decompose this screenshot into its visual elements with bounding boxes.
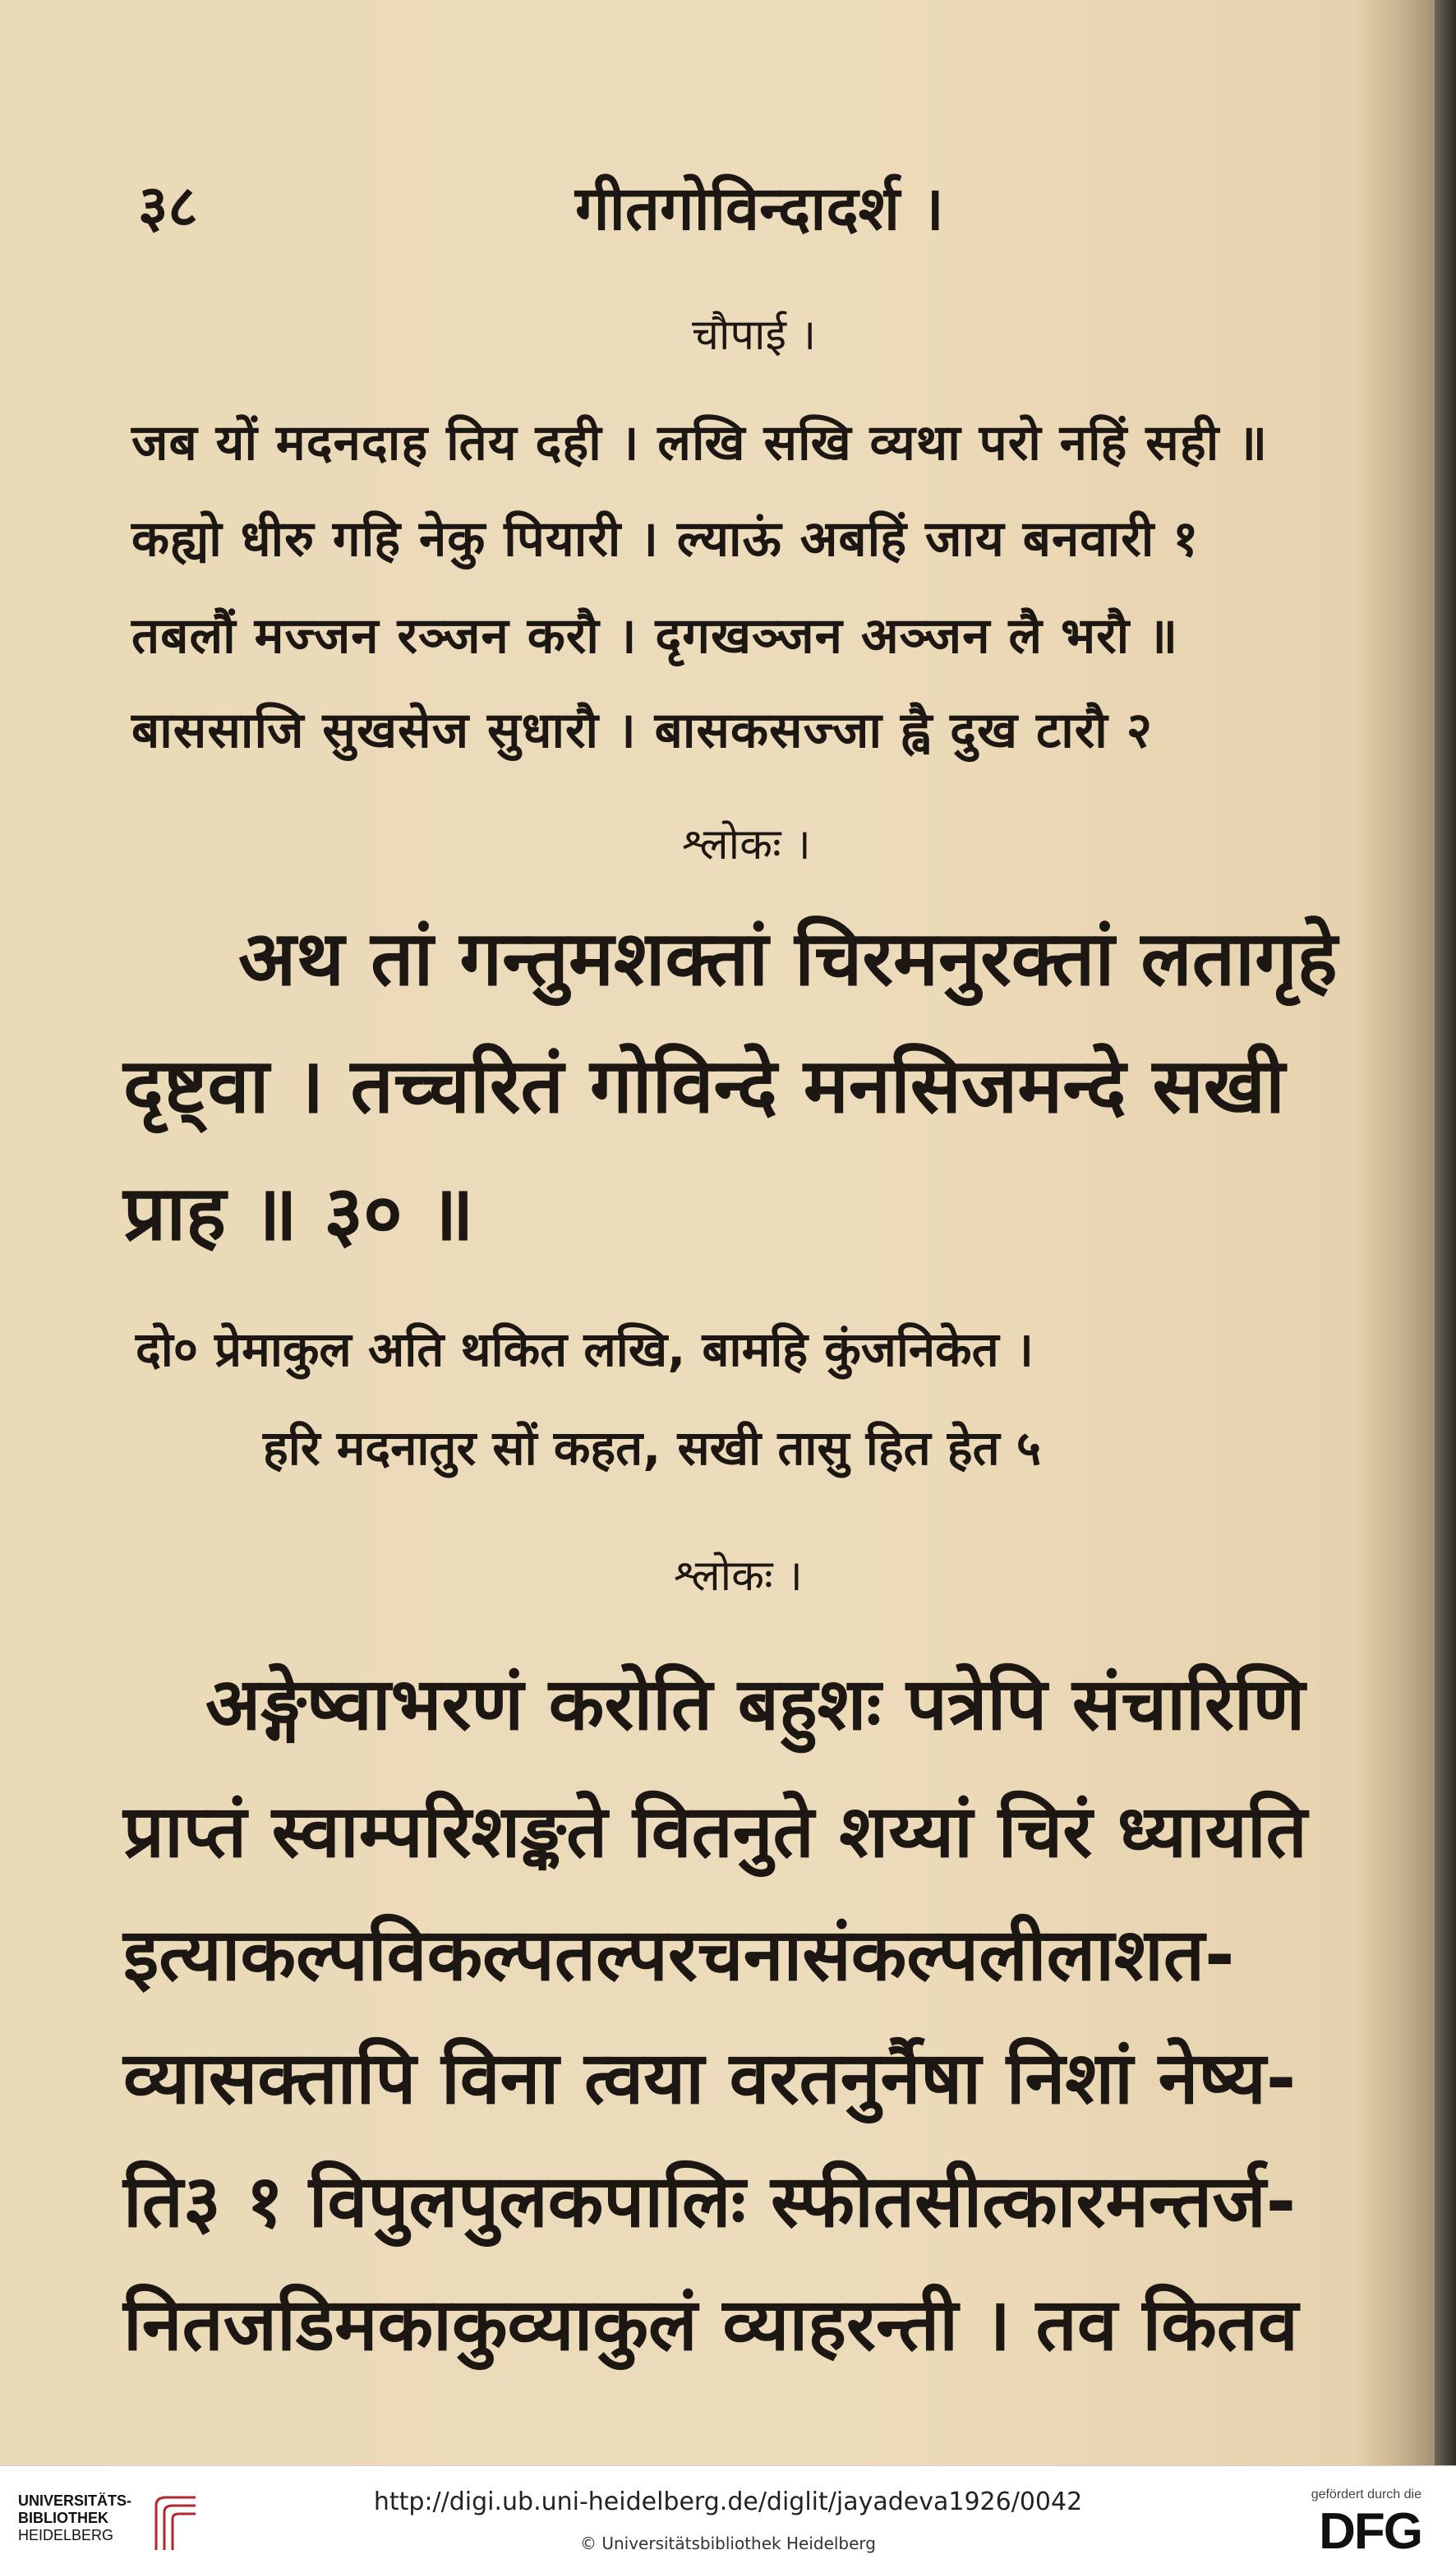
dfg-logo: DFG — [1319, 2503, 1421, 2560]
viewer-footer — [0, 2465, 1456, 2573]
shloka2-line-6: नितजडिमकाकुव्याकुलं व्याहरन्ती । तव कितव — [123, 2282, 1298, 2367]
page-number: ३८ — [138, 173, 198, 240]
funding-note: gefördert durch die — [1311, 2488, 1421, 2502]
running-head: गीतगोविन्दादर्श । — [575, 173, 944, 244]
chaupai-line-4: बाससाजि सुखसेज सुधारौ । बासकसज्जा ह्वै दुख टारौ २ — [131, 702, 1153, 759]
shloka2-line-2: प्राप्तं स्वाम्परिशङ्कते वितनुते शय्यां चिरं ध्यायति — [123, 1789, 1307, 1874]
shloka1-line-3: प्राह ॥ ३० ॥ — [123, 1169, 475, 1257]
doha-line-2: हरि मदनातुर सों कहत, सखी तासु हित हेत ५ — [263, 1420, 1042, 1476]
shloka2-line-5: ति३ १ विपुलपुलकपालिः स्फीतसीत्कारमन्तर्ज- — [123, 2159, 1297, 2243]
shloka2-line-4: व्यासक्तापि विना त्वया वरतनुर्नैषा निशां नेष्य- — [123, 2036, 1297, 2120]
shloka1-line-1: अथ तां गन्तुमशक्तां चिरमनुरक्तां लतागृहे — [238, 915, 1338, 1003]
doha-line-1: दो० प्रेमाकुल अति थकित लखि, बामहि कुंजनिकेत । — [136, 1321, 1034, 1377]
permalink-url[interactable]: http://digi.ub.uni-heidelberg.de/diglit/jayadeva1926/0042 — [373, 2488, 1083, 2516]
shloka2-line-3: इत्याकल्पविकल्पतल्परचनासंकल्पलीलाशत- — [123, 1912, 1235, 1997]
chaupai-label: चौपाई । — [692, 311, 817, 360]
shloka1-line-2: दृष्ट्वा । तच्चरितं गोविन्दे मनसिजमन्दे सखी — [123, 1042, 1285, 1130]
book-spine-edge — [1435, 0, 1456, 2465]
shloka-label-2: श्लोकः । — [674, 1552, 803, 1601]
chaupai-line-3: तबलौं मज्जन रञ्जन करौ । दृगखञ्जन अञ्जन लै भरौ ॥ — [131, 607, 1179, 665]
shloka-label-1: श्लोकः । — [682, 820, 811, 869]
library-logo-text: UNIVERSITÄTS- BIBLIOTHEK HEIDELBERG — [18, 2492, 132, 2543]
copyright-notice: © Universitätsbibliothek Heidelberg — [579, 2534, 876, 2553]
chaupai-line-2: कह्यो धीरु गहि नेकु पियारी । ल्याऊं अबहिं जाय बनवारी १ — [131, 510, 1200, 568]
chaupai-line-1: जब यों मदनदाह तिय दही । लखि सखि व्यथा परो नहिं सही ॥ — [131, 414, 1269, 472]
shloka2-line-1: अङ्गेष्वाभरणं करोति बहुशः पत्रेपि संचारिणि — [205, 1662, 1306, 1746]
